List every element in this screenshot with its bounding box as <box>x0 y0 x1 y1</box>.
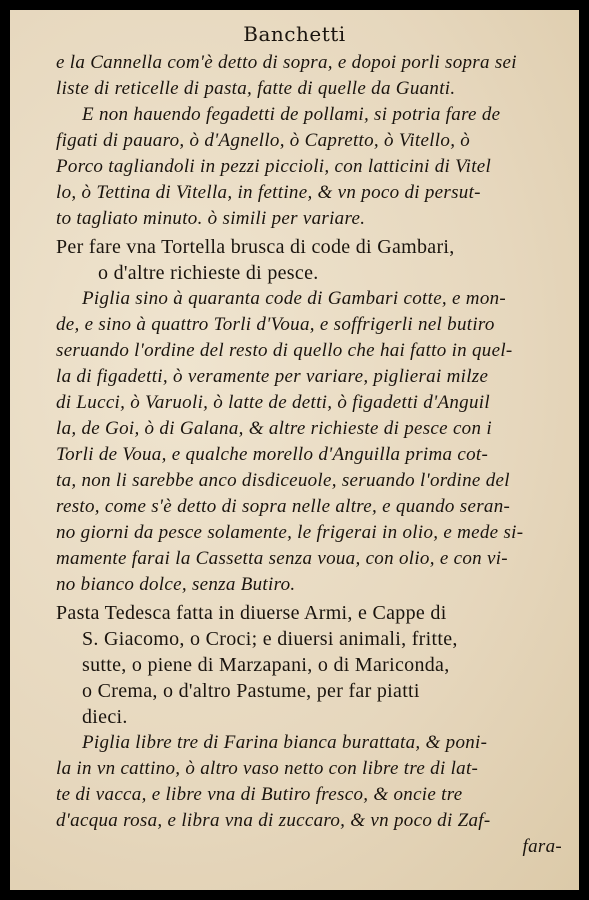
recipe-heading-line: Per fare vna Tortella brusca di code di Gambari, <box>56 236 455 258</box>
text-line: di Lucci, ò Varuoli, ò latte de detti, ò figadetti d'Anguil <box>56 392 490 413</box>
paragraph-first-line: Piglia libre tre di Farina bianca burattata, & poni- <box>82 732 488 753</box>
text-line: la di figadetti, ò veramente per variare, piglierai milze <box>56 366 489 387</box>
page-text-block <box>56 50 576 860</box>
text-line: to tagliato minuto. ò simili per variare. <box>56 208 366 229</box>
text-line: ta, non li sarebbe anco disdiceuole, seruando l'ordine del <box>56 470 510 491</box>
text-line: figati di pauaro, ò d'Agnello, ò Capretto, ò Vitello, ò <box>56 130 471 151</box>
recipe-heading-line: dieci. <box>82 706 128 728</box>
text-line: la in vn cattino, ò altro vaso netto con libre tre di lat- <box>56 758 479 779</box>
paragraph-first-line: E non hauendo fegadetti de pollami, si potria fare de <box>82 104 501 125</box>
text-line: la, de Goi, ò di Galana, & altre richieste di pesce con i <box>56 418 492 439</box>
text-line: d'acqua rosa, e libra vna di zuccaro, & vn poco di Zaf- <box>56 810 491 831</box>
text-line: lo, ò Tettina di Vitella, in fettine, & vn poco di persut- <box>56 182 481 203</box>
book-page <box>10 10 579 890</box>
text-line: resto, come s'è detto di sopra nelle altre, e quando seran- <box>56 496 511 517</box>
text-line: mamente farai la Cassetta senza voua, con olio, e con vi- <box>56 548 508 569</box>
paragraph-first-line: Piglia sino à quaranta code di Gambari cotte, e mon- <box>82 288 507 309</box>
recipe-heading-line: sutte, o piene di Marzapani, o di Mariconda, <box>82 654 450 676</box>
text-line: liste di reticelle di pasta, fatte di quelle da Guanti. <box>56 78 456 99</box>
catchword: fara- <box>522 836 562 857</box>
running-head: Banchetti <box>243 22 346 46</box>
text-line: Porco tagliandoli in pezzi piccioli, con latticini di Vitel <box>56 156 492 177</box>
text-line: no bianco dolce, senza Butiro. <box>56 574 296 595</box>
recipe-heading-line: S. Giacomo, o Croci; e diuersi animali, fritte, <box>82 628 458 650</box>
recipe-heading-line: o Crema, o d'altro Pastume, per far piatti <box>82 680 420 702</box>
text-line: de, e sino à quattro Torli d'Voua, e soffrigerli nel butiro <box>56 314 495 335</box>
recipe-heading-line: o d'altre richieste di pesce. <box>98 262 319 284</box>
text-line: seruando l'ordine del resto di quello che hai fatto in quel- <box>56 340 513 361</box>
text-line: e la Cannella com'è detto di sopra, e dopoi porli sopra sei <box>56 52 517 73</box>
text-line: Torli de Voua, e qualche morello d'Anguilla prima cot- <box>56 444 489 465</box>
recipe-heading-line: Pasta Tedesca fatta in diuerse Armi, e Cappe di <box>56 602 447 624</box>
text-line: te di vacca, e libre vna di Butiro fresco, & oncie tre <box>56 784 463 805</box>
text-line: no giorni da pesce solamente, le frigerai in olio, e mede si- <box>56 522 524 543</box>
